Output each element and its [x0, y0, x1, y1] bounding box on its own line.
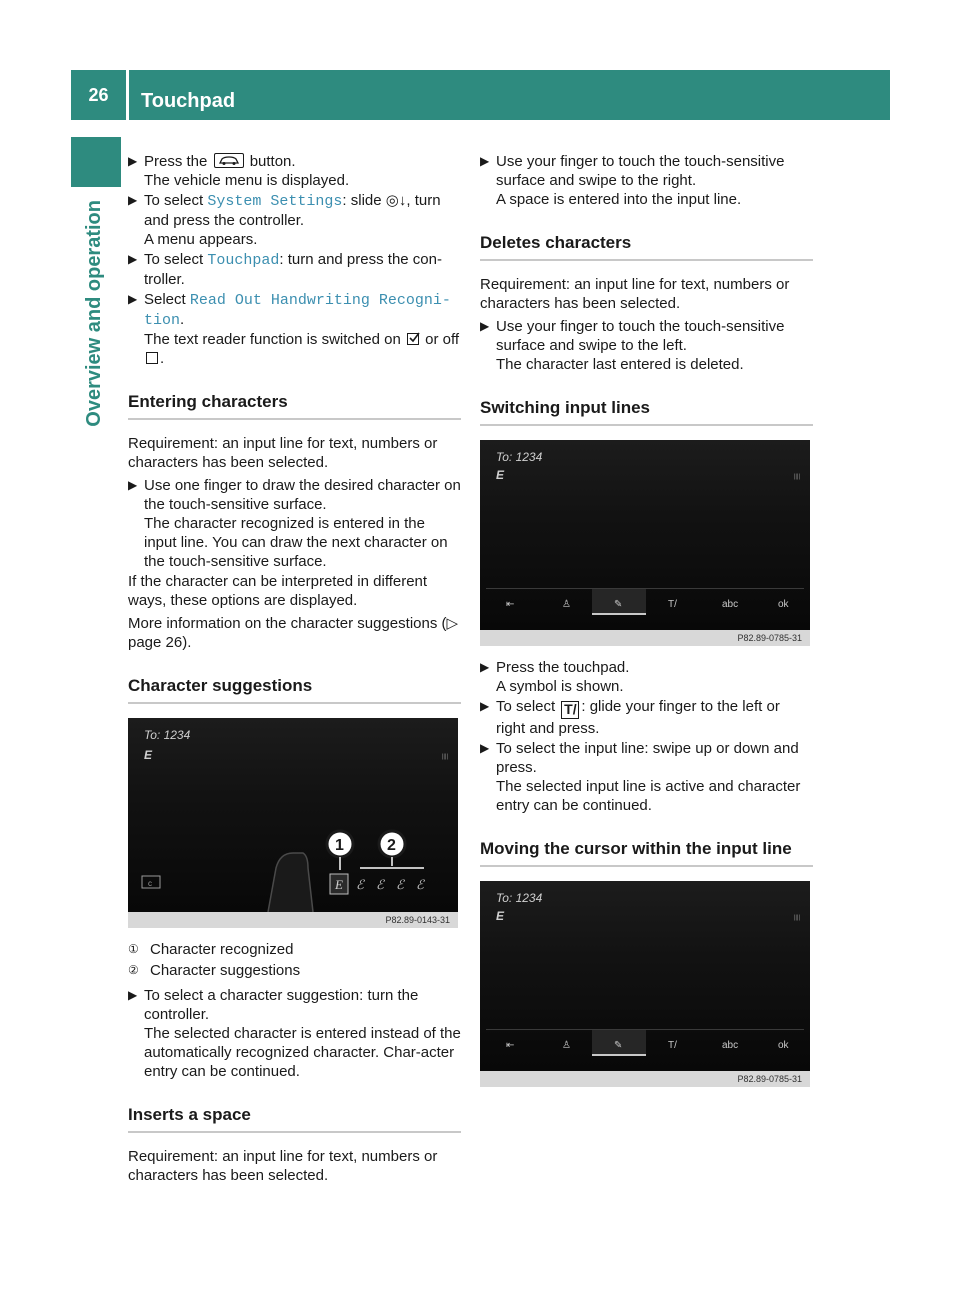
step-item — [128, 476, 461, 571]
step-item: ▶ Press the button. The vehicle menu is displayed. — [128, 153, 350, 189]
heading-moving-cursor: Moving the cursor within the input line — [480, 839, 813, 867]
side-chapter-label — [71, 200, 121, 700]
toolbar-back-icon: ⇤ — [506, 599, 515, 610]
step-result: The character last entered is deleted. — [496, 356, 744, 373]
step-item — [128, 986, 461, 1081]
image-code: P82.89-0785-31 — [480, 1071, 810, 1087]
svg-text:ℰ: ℰ — [376, 877, 384, 892]
heading-character-suggestions: Character suggestions — [128, 676, 461, 704]
screen-counter: |||| — [441, 754, 448, 760]
controller-slide-icon: ◎↓ — [385, 192, 407, 209]
legend-item — [128, 961, 461, 980]
step-text: To select — [144, 192, 208, 209]
toolbar-back-icon: ⇤ — [506, 1040, 515, 1051]
screenshot-moving-cursor — [480, 881, 810, 1087]
screen-to-line: To: 1234 — [144, 728, 191, 742]
step-item — [480, 317, 813, 374]
step-text: : turn and press the con-troller. — [144, 251, 442, 288]
screen-toolbar — [486, 1029, 804, 1061]
step-item — [480, 152, 813, 209]
checkbox-unchecked-icon — [146, 352, 158, 364]
screen-input-line: E — [496, 468, 505, 482]
legend-number: ① — [128, 942, 139, 956]
requirement-text: Requirement: an input line for text, numbers or characters has been selected. — [128, 1148, 438, 1184]
step-text: , turn and press the controller. — [144, 192, 441, 229]
step-text: Use your finger to touch the touch-sensitive surface and swipe to the left. — [496, 318, 785, 354]
step-arrow-icon: ▶ — [480, 319, 490, 333]
step-text: To select — [496, 698, 560, 715]
svg-text:E: E — [335, 877, 343, 892]
toolbar-touch-icon: ♙ — [562, 1040, 571, 1051]
step-arrow-icon: ▶ — [128, 988, 138, 1002]
legend-item — [128, 940, 461, 959]
step-text: Press the touchpad. — [496, 659, 630, 676]
step-result: A symbol is shown. — [496, 678, 624, 695]
step-arrow-icon: ▶ — [128, 154, 138, 168]
svg-text:ℰ: ℰ — [416, 877, 424, 892]
step-text: Use your finger to touch the touch-sensitive surface and swipe to the right. — [496, 153, 785, 189]
heading-inserts-space: Inserts a space — [128, 1105, 461, 1133]
step-result: The selected input line is active and character entry can be continued. — [496, 778, 801, 814]
image-code: P82.89-0143-31 — [128, 912, 458, 928]
screenshot-character-suggestions — [128, 718, 458, 928]
menu-item-touchpad: Touchpad — [207, 252, 280, 269]
step-result: The vehicle menu is displayed. — [144, 172, 350, 189]
step-result: The selected character is entered instead of the automatically recognized character. Char-acter entry can be continued. — [144, 1025, 461, 1080]
svg-text:2: 2 — [387, 837, 396, 854]
step-text: To select — [144, 251, 208, 268]
step-result: or off — [420, 331, 460, 348]
legend-text: Character recognized — [150, 941, 294, 958]
screen-toolbar — [486, 588, 804, 620]
input-line-switch-icon: T/ — [561, 701, 579, 719]
screen-input-line: E — [144, 748, 153, 762]
step-text: : slide — [342, 192, 386, 209]
screen-counter: |||| — [793, 474, 800, 480]
cross-reference: More information on the character suggestions (▷ page 26). — [128, 615, 459, 651]
toolbar-input-line-icon: T/ — [668, 599, 677, 610]
step-text: Use one finger to draw the desired character on the touch-sensitive surface. — [144, 477, 461, 513]
step-arrow-icon: ▶ — [480, 741, 490, 755]
screen-counter: |||| — [793, 915, 800, 921]
vehicle-button-icon — [214, 153, 244, 168]
svg-text:ℰ: ℰ — [396, 877, 404, 892]
svg-text:c: c — [148, 879, 152, 888]
step-item — [480, 739, 813, 815]
screenshot-switching-input-lines — [480, 440, 810, 646]
suggestion-graphic — [128, 718, 458, 912]
step-item — [128, 290, 461, 368]
toolbar-touch-icon: ♙ — [562, 599, 571, 610]
toolbar-abc-icon: abc — [722, 1040, 739, 1051]
heading-deletes-characters: Deletes characters — [480, 233, 813, 261]
toolbar-ok-icon: ok — [778, 1040, 789, 1051]
step-text: . — [180, 311, 185, 328]
toolbar-abc-icon: abc — [722, 599, 739, 610]
toolbar-pen-icon: ✎ — [614, 599, 623, 610]
step-item — [128, 250, 461, 289]
page-number: 26 — [88, 85, 109, 105]
step-arrow-icon: ▶ — [128, 292, 138, 306]
menu-item-system-settings: System Settings — [207, 193, 343, 210]
requirement-text: Requirement: an input line for text, numbers or characters has been selected. — [480, 276, 790, 312]
menu-item-read-out-handwriting: Read Out Handwriting Recogni-tion — [144, 292, 451, 329]
step-arrow-icon: ▶ — [480, 699, 490, 713]
step-text: : glide your finger to the left or right and press. — [496, 698, 780, 737]
image-code: P82.89-0785-31 — [480, 630, 810, 646]
heading-entering-characters: Entering characters — [128, 392, 461, 420]
requirement-text: Requirement: an input line for text, numbers or characters has been selected. — [128, 435, 438, 471]
step-text: To select the input line: swipe up or down and press. — [496, 740, 799, 776]
step-arrow-icon: ▶ — [480, 660, 490, 674]
step-arrow-icon: ▶ — [128, 193, 138, 207]
step-arrow-icon: ▶ — [128, 252, 138, 266]
toolbar-input-line-icon: T/ — [668, 1040, 677, 1051]
step-arrow-icon: ▶ — [128, 478, 138, 492]
legend-text: Character suggestions — [150, 962, 301, 979]
checkbox-checked-icon — [407, 333, 419, 345]
step-item — [480, 658, 813, 696]
screen-to-line: To: 1234 — [496, 450, 543, 464]
step-result: A menu appears. — [144, 231, 258, 248]
page-header — [71, 70, 890, 120]
right-column — [480, 152, 813, 1099]
left-column — [128, 152, 461, 1189]
screen-to-line: To: 1234 — [496, 891, 543, 905]
svg-text:1: 1 — [335, 837, 344, 854]
screen-input-line: E — [496, 909, 505, 923]
heading-switching-input-lines: Switching input lines — [480, 398, 813, 426]
toolbar-ok-icon: ok — [778, 599, 789, 610]
step-item — [480, 697, 813, 738]
body-paragraph: If the character can be interpreted in different ways, these options are displayed. — [128, 573, 428, 609]
step-text: Select — [144, 291, 190, 308]
header-divider — [126, 70, 129, 120]
step-arrow-icon: ▶ — [480, 154, 490, 168]
step-text: To select a character suggestion: turn the controller. — [144, 987, 419, 1023]
section-title: Touchpad — [141, 90, 236, 112]
side-chapter-text: Overview and operation — [83, 200, 105, 427]
step-result: . — [160, 350, 165, 367]
step-item — [128, 191, 461, 249]
side-tab-block — [71, 137, 121, 187]
toolbar-pen-icon: ✎ — [614, 1040, 623, 1051]
step-result: The text reader function is switched on — [144, 331, 405, 348]
step-result: The character recognized is entered in the input line. You can draw the next character on the touch-sensitive surface. — [144, 515, 448, 570]
legend-number: ② — [128, 963, 139, 977]
svg-text:ℰ: ℰ — [356, 877, 364, 892]
step-result: A space is entered into the input line. — [496, 191, 742, 208]
